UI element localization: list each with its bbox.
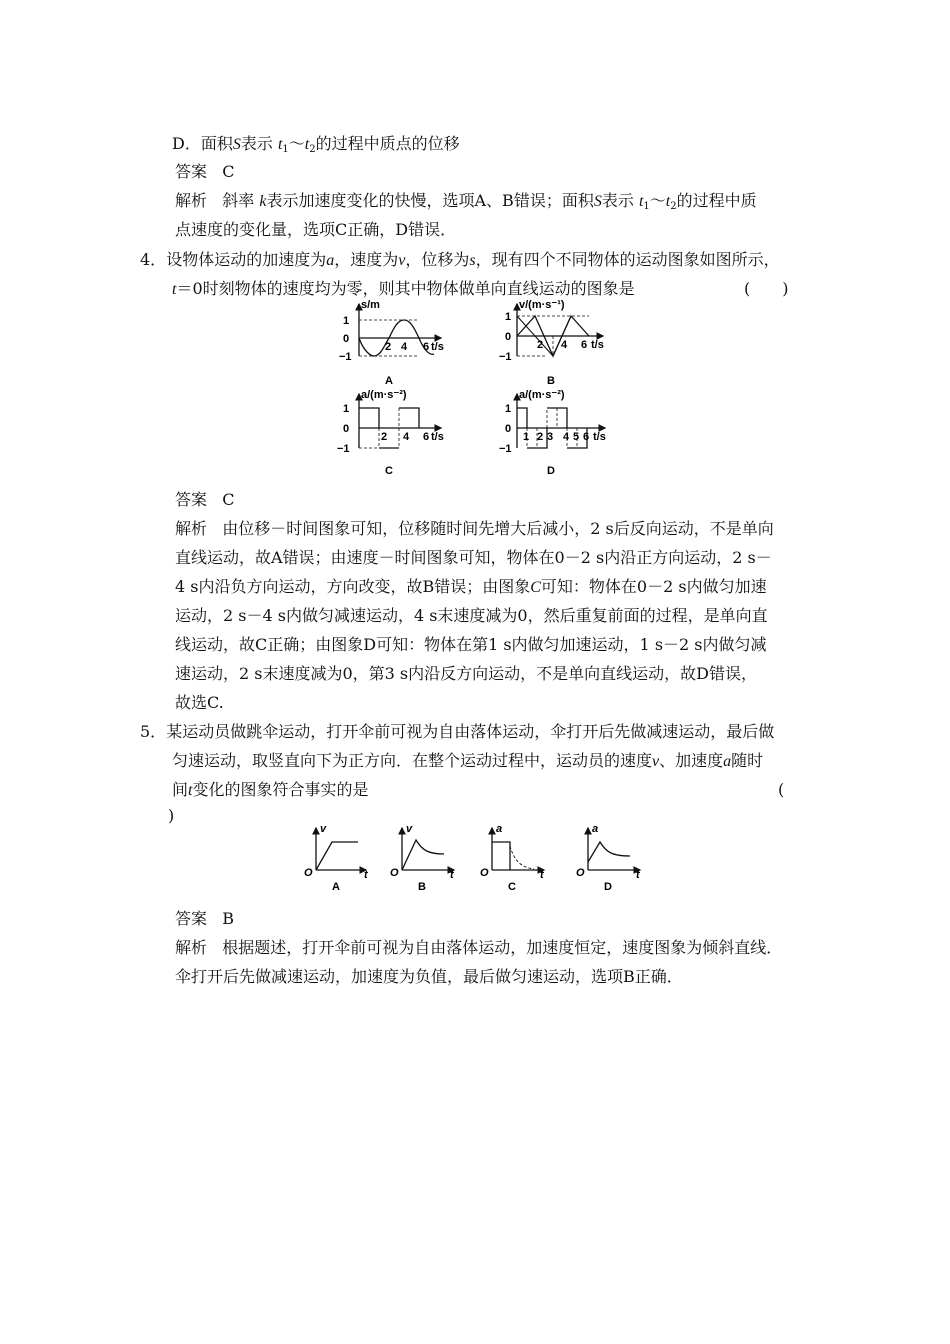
q4-analysis-line2: 直线运动，故A错误；由速度－时间图象可知，物体在0－2 s内沿正方向运动，2 s－ <box>175 548 772 567</box>
q5-answer: 答案 B <box>175 909 235 928</box>
q3-analysis-line2: 点速度的变化量，选项C正确，D错误． <box>175 220 457 239</box>
svg-text:t: t <box>540 869 544 881</box>
xtick: 4 <box>401 341 408 353</box>
q4-figure-b <box>497 296 627 388</box>
xtick: 6 <box>423 341 430 353</box>
svg-text:2: 2 <box>537 431 544 443</box>
y-axis-label: s/m <box>361 299 380 311</box>
q5-analysis-line1: 解析 根据题述，打开伞前可视为自由落体运动，加速度恒定，速度图象为倾斜直线． <box>175 938 783 957</box>
svg-text:1: 1 <box>505 311 512 323</box>
q5-figure-a <box>300 822 380 894</box>
svg-text:6: 6 <box>423 431 430 443</box>
svg-text:a/(m·s⁻²): a/(m·s⁻²) <box>361 389 407 401</box>
ytick: 0 <box>343 333 350 345</box>
svg-text:1: 1 <box>343 403 350 415</box>
q4-analysis-line3: 4 s内沿负方向运动，方向改变，故B错误；由图象C可知：物体在0－2 s内做匀加速 <box>175 577 767 596</box>
svg-text:t: t <box>450 869 454 881</box>
svg-text:a: a <box>592 823 599 835</box>
q4-analysis-line7: 故选C. <box>175 693 224 712</box>
svg-text:6: 6 <box>581 339 588 351</box>
svg-text:a: a <box>496 823 503 835</box>
x-axis-label: t/s <box>431 341 444 353</box>
figure-caption: D <box>604 881 612 893</box>
figure-caption: C <box>385 465 393 477</box>
q4-answer-paren: ( ) <box>744 279 789 298</box>
q5-paren-close: ) <box>168 806 175 825</box>
q4-analysis-line6: 速运动，2 s末速度减为0，第3 s内沿反方向运动，不是单向直线运动，故D错误， <box>175 664 757 683</box>
figure-caption: A <box>385 375 393 387</box>
ytick: 1 <box>343 315 350 327</box>
figure-caption: B <box>418 881 426 893</box>
q5-stem-line3: 间t变化的图象符合事实的是 <box>172 780 369 799</box>
svg-text:t/s: t/s <box>591 339 604 351</box>
figure-caption: C <box>508 881 516 893</box>
svg-text:0: 0 <box>343 423 350 435</box>
svg-text:4: 4 <box>563 431 570 443</box>
figure-caption: B <box>547 375 555 387</box>
q4-figure-a <box>335 296 465 388</box>
svg-text:v: v <box>320 823 327 835</box>
svg-text:2: 2 <box>537 339 544 351</box>
question-number: 5． <box>140 722 167 741</box>
figure-caption: D <box>547 465 555 477</box>
q5-stem-line1: 5．某运动员做跳伞运动，打开伞前可视为自由落体运动，伞打开后先做减速运动，最后做 <box>140 722 775 741</box>
svg-text:O: O <box>304 867 313 879</box>
svg-text:−1: −1 <box>499 443 512 455</box>
q4-stem-line2: t＝0时刻物体的速度均为零，则其中物体做单向直线运动的图象是 <box>172 279 635 298</box>
svg-text:3: 3 <box>547 431 554 443</box>
svg-text:O: O <box>576 867 585 879</box>
q4-figure-d <box>497 386 627 478</box>
svg-text:−1: −1 <box>499 351 512 363</box>
svg-text:t: t <box>636 869 640 881</box>
q5-figure-d <box>574 822 654 894</box>
figure-caption: A <box>332 881 340 893</box>
q5-analysis-line2: 伞打开后先做减速运动，加速度为负值，最后做匀速运动，选项B正确． <box>175 967 683 986</box>
svg-text:6: 6 <box>583 431 590 443</box>
svg-text:1: 1 <box>523 431 530 443</box>
y-axis-label: v/(m·s⁻¹) <box>519 299 565 311</box>
svg-text:t/s: t/s <box>593 431 606 443</box>
q5-figure-c <box>478 822 558 894</box>
q5-stem-line2: 匀速运动，取竖直向下为正方向．在整个运动过程中，运动员的速度v、加速度a随时 <box>172 751 764 770</box>
xtick: 2 <box>385 341 392 353</box>
q3-analysis-line1: 解析 斜率 k表示加速度变化的快慢，选项A、B错误；面积S表示 $t_1\sim t_2$的过程中质 <box>175 191 757 212</box>
q4-answer: 答案 C <box>175 490 235 509</box>
svg-text:O: O <box>480 867 489 879</box>
svg-text:0: 0 <box>505 331 512 343</box>
ytick: −1 <box>339 351 352 363</box>
q4-figure-c <box>335 386 465 478</box>
svg-text:t: t <box>364 869 368 881</box>
svg-text:−1: −1 <box>337 443 350 455</box>
q4-analysis-line5: 线运动，故C正确；由图象D可知：物体在第1 s内做匀加速运动，1 s－2 s内做匀减 <box>175 635 767 654</box>
q4-analysis-line1: 解析 由位移－时间图象可知，位移随时间先增大后减小，2 s后反向运动，不是单向 <box>175 519 774 538</box>
svg-text:0: 0 <box>505 423 512 435</box>
q3-answer: 答案 C <box>175 162 235 181</box>
question-number: 4． <box>140 250 167 269</box>
svg-text:1: 1 <box>505 403 512 415</box>
svg-text:a/(m·s⁻²): a/(m·s⁻²) <box>519 389 565 401</box>
q4-stem-line1: 4．设物体运动的加速度为a，速度为v，位移为s，现有四个不同物体的运动图象如图所示， <box>140 250 780 269</box>
svg-text:2: 2 <box>381 431 388 443</box>
svg-text:v: v <box>406 823 413 835</box>
svg-text:5: 5 <box>573 431 580 443</box>
q4-analysis-line4: 运动，2 s－4 s内做匀减速运动，4 s末速度减为0，然后重复前面的过程，是单向直 <box>175 606 768 625</box>
svg-text:4: 4 <box>561 339 568 351</box>
svg-text:4: 4 <box>403 431 410 443</box>
q3-option-d: D．面积S表示 $t_1\sim t_2$的过程中质点的位移 <box>172 134 460 155</box>
q5-paren-open: ( <box>778 780 785 799</box>
q5-figure-b <box>388 822 468 894</box>
svg-text:O: O <box>390 867 399 879</box>
svg-text:t/s: t/s <box>431 431 444 443</box>
